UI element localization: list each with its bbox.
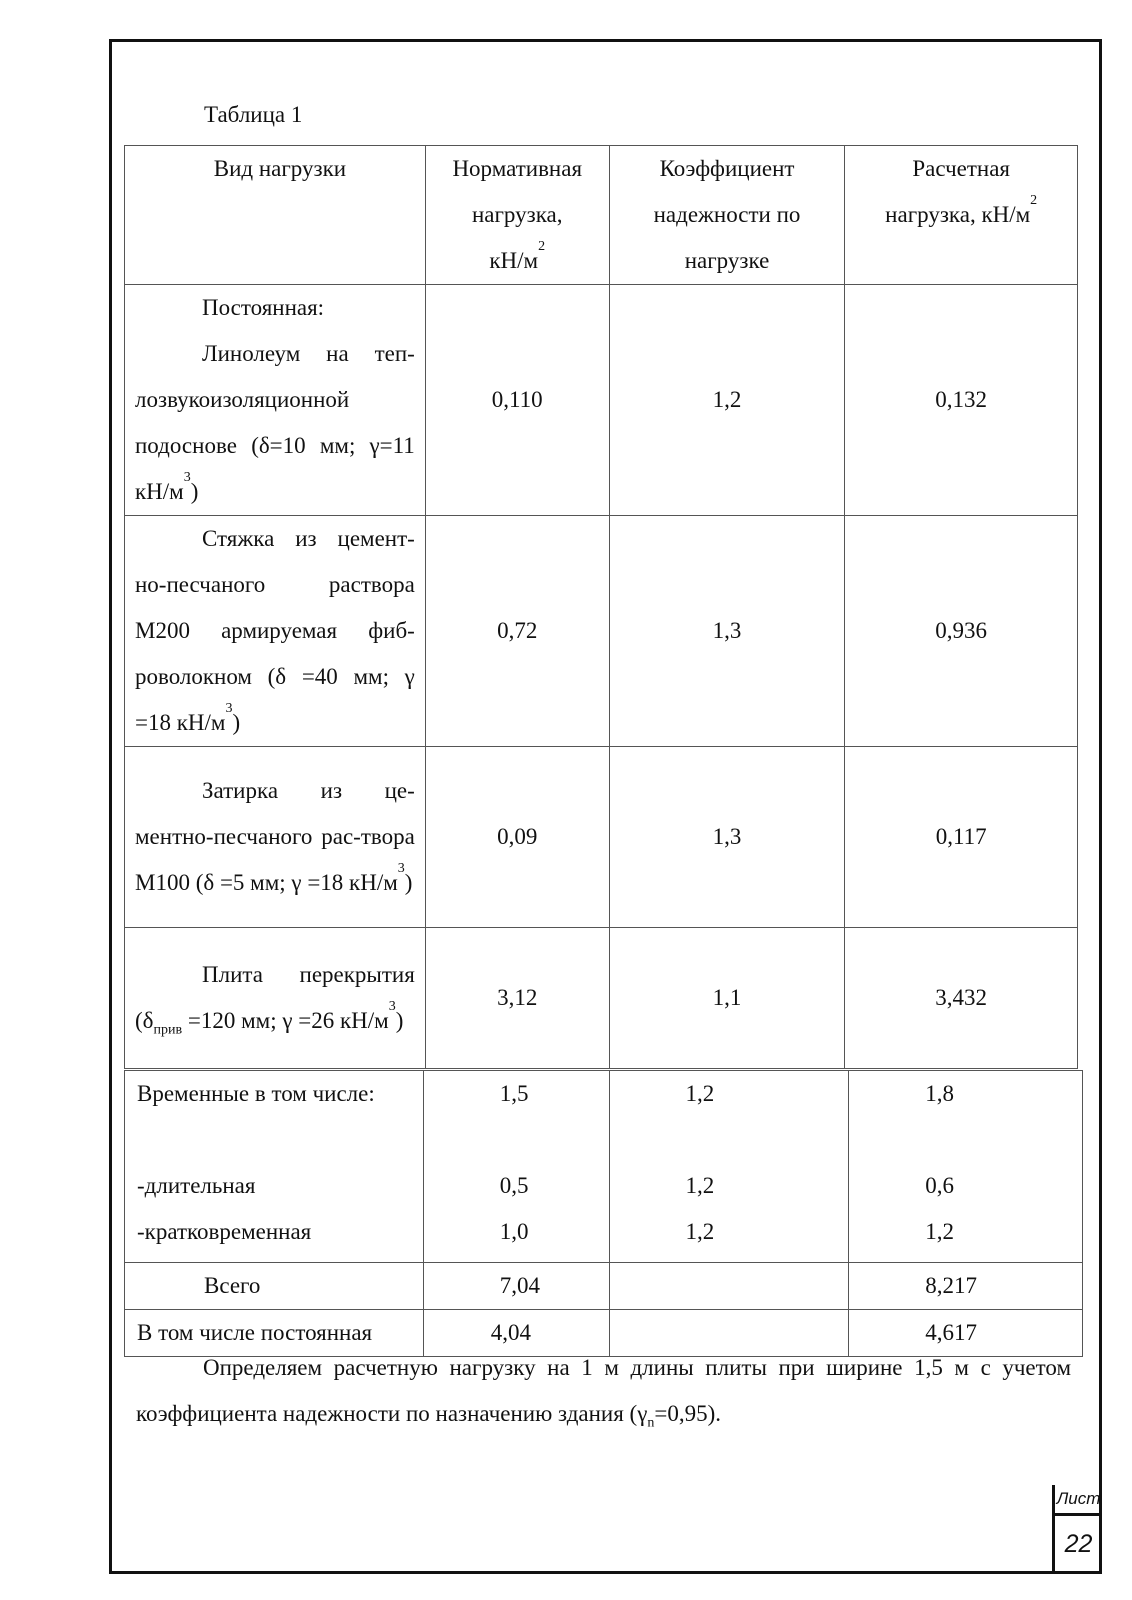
load-description: Постоянная: Линолеум на теп-лозвукоизоляционной подосновe (δ=10 мм; γ=11 $кН/м^3$) bbox=[125, 285, 426, 516]
total-row bbox=[125, 1263, 1083, 1310]
temporary-loads-row bbox=[125, 1071, 1083, 1263]
design-value: 0,117 bbox=[845, 747, 1078, 928]
table-row bbox=[125, 928, 1078, 1069]
table-header-row bbox=[125, 146, 1078, 285]
loads-table-continued bbox=[124, 1070, 1083, 1357]
temporary-normative: 1,5 0,5 1,0 bbox=[423, 1071, 609, 1263]
temporary-coefficient: 1,2 1,2 1,2 bbox=[609, 1071, 849, 1263]
sheet-stamp bbox=[1052, 1485, 1102, 1574]
normative-value: 0,110 bbox=[425, 285, 609, 516]
load-description: Плита перекрытия ($\delta_{прив} =120$ мм; γ =26 $кН/м^3$) bbox=[125, 928, 426, 1069]
coefficient-value: 1,1 bbox=[609, 928, 845, 1069]
coefficient-value: 1,3 bbox=[609, 747, 845, 928]
temporary-labels: Временные в том числе: -длительная -кратковременная bbox=[125, 1071, 424, 1263]
coefficient-value: 1,3 bbox=[609, 516, 845, 747]
load-description: Стяжка из цемент-но-песчаного раствора М200 армируемая фиб-роволокном (δ =40 мм; γ =18 $кН/м^3$) bbox=[125, 516, 426, 747]
table-row bbox=[125, 747, 1078, 928]
header-design-load: Расчетная нагрузка, $кН/м^2$ bbox=[845, 146, 1078, 285]
table-row bbox=[125, 516, 1078, 747]
permanent-total-design: 4,617 bbox=[849, 1310, 1083, 1357]
total-design: 8,217 bbox=[849, 1263, 1083, 1310]
table-row bbox=[125, 285, 1078, 516]
permanent-total-label: В том числе постоянная bbox=[125, 1310, 424, 1357]
total-label: Всего bbox=[125, 1263, 424, 1310]
loads-table bbox=[124, 145, 1078, 1069]
sheet-label: Лист bbox=[1055, 1485, 1102, 1516]
header-reliability-coefficient: Коэффициент надежности по нагрузке bbox=[609, 146, 845, 285]
total-coefficient bbox=[609, 1263, 849, 1310]
table-caption: Таблица 1 bbox=[204, 102, 303, 127]
normative-value: 3,12 bbox=[425, 928, 609, 1069]
load-description: Затирка из це-ментно-песчаного рас-твора М100 (δ =5 мм; γ =18 $кН/м^3$) bbox=[125, 747, 426, 928]
normative-value: 0,72 bbox=[425, 516, 609, 747]
sheet-number: 22 bbox=[1064, 1530, 1093, 1558]
header-load-type: Вид нагрузки bbox=[125, 146, 426, 285]
temporary-design: 1,8 0,6 1,2 bbox=[849, 1071, 1083, 1263]
design-value: 0,936 bbox=[845, 516, 1078, 747]
header-normative-load: Нормативная нагрузка, $кН/м^2$ bbox=[425, 146, 609, 285]
coefficient-value: 1,2 bbox=[609, 285, 845, 516]
body-paragraph: Определяем расчетную нагрузку на 1 м длины плиты при ширине 1,5 м с учетом коэффициента надежности по назначению здания $(\gamma_n=0,95)$. bbox=[136, 1355, 1071, 1431]
normative-value: 0,09 bbox=[425, 747, 609, 928]
design-value: 0,132 bbox=[845, 285, 1078, 516]
permanent-total-normative: 4,04 bbox=[423, 1310, 609, 1357]
design-value: 3,432 bbox=[845, 928, 1078, 1069]
total-normative: 7,04 bbox=[423, 1263, 609, 1310]
